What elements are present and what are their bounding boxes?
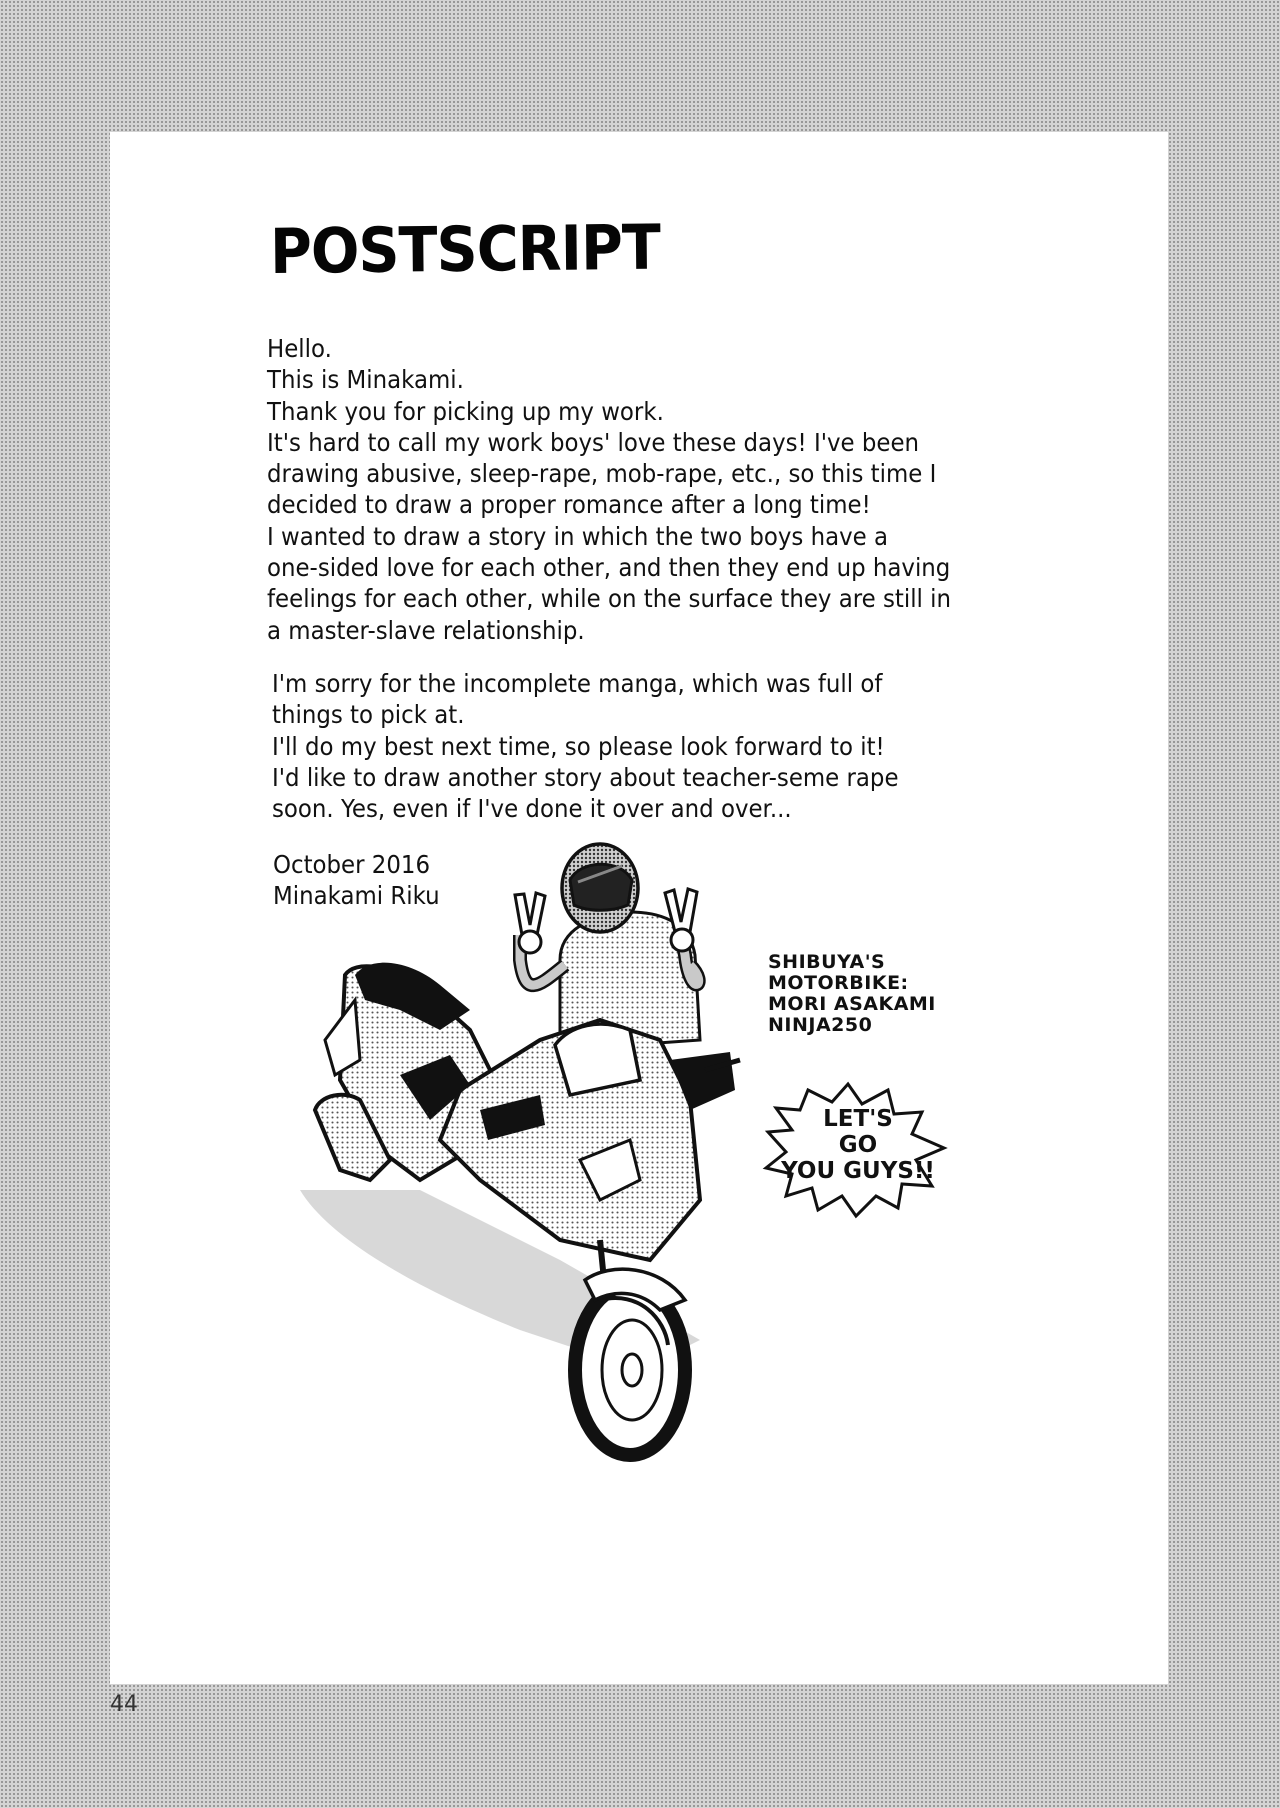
peace-sign-left-hand	[515, 893, 545, 953]
text-line: one-sided love for each other, and then they end up having	[267, 553, 951, 583]
text-line: things to pick at.	[272, 700, 465, 730]
text-line: decided to draw a proper romance after a long time!	[267, 490, 871, 520]
helmet-icon	[562, 844, 638, 932]
text-line: I'll do my best next time, so please look forward to it!	[272, 731, 885, 761]
speech-line: GO	[838, 1132, 878, 1158]
caption-line: MOTORBIKE:	[768, 972, 909, 994]
caption-line: NINJA250	[768, 1014, 873, 1036]
page-title: POSTSCRIPT	[269, 210, 661, 288]
signature-author: Minakami Riku	[273, 881, 440, 910]
speech-burst-text	[772, 1106, 944, 1184]
bike-front-wheel	[575, 1285, 685, 1455]
motorbike-caption	[768, 952, 936, 1036]
text-line: I'd like to draw another story about teacher-seme rape	[272, 762, 899, 792]
speech-line: YOU GUYS!!	[781, 1158, 935, 1184]
caption-line: MORI ASAKAMI	[768, 993, 936, 1015]
text-line: Thank you for picking up my work.	[267, 396, 664, 426]
text-line: This is Minakami.	[267, 365, 464, 395]
text-line: I'm sorry for the incomplete manga, which was full of	[272, 669, 883, 698]
text-line: a master-slave relationship.	[267, 615, 585, 645]
text-line: feelings for each other, while on the surface they are still in	[267, 584, 952, 614]
signature-date: October 2016	[273, 850, 431, 879]
text-line: soon. Yes, even if I've done it over and over...	[272, 794, 792, 824]
caption-line: SHIBUYA'S	[768, 951, 886, 973]
page-number: 44	[110, 1692, 138, 1717]
text-line: It's hard to call my work boys' love these days! I've been	[267, 427, 920, 457]
text-line: I wanted to draw a story in which the two boys have a	[267, 521, 888, 551]
bike-windscreen	[555, 1024, 640, 1095]
text-line: Hello.	[267, 334, 332, 363]
speech-line: LET'S	[823, 1106, 893, 1132]
text-line: drawing abusive, sleep-rape, mob-rape, etc., so this time I	[267, 459, 937, 489]
